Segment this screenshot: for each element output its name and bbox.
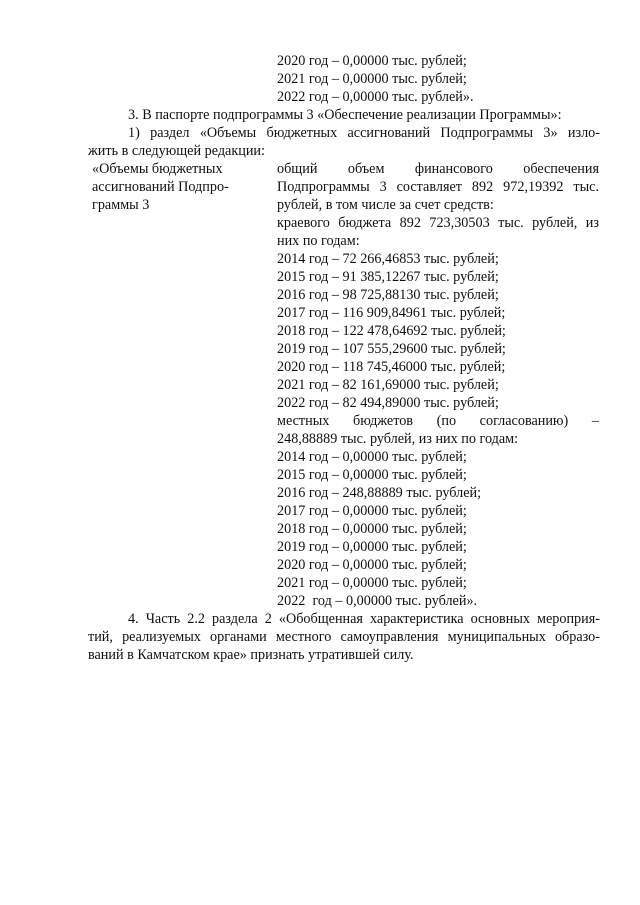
top-line: 2022 год – 0,00000 тыс. рублей». (277, 89, 474, 105)
table-right-cell-line: 2018 год – 0,00000 тыс. рублей; (277, 521, 467, 537)
table-right-cell-line: 2022 год – 0,00000 тыс. рублей». (277, 593, 478, 609)
table-right-cell-line: рублей, в том числе за счет средств: (277, 197, 494, 213)
table-right-cell-line: 2014 год – 72 266,46853 тыс. рублей; (277, 251, 499, 267)
table-right-cell-line: 2020 год – 0,00000 тыс. рублей; (277, 557, 467, 573)
table-left-cell-line: граммы 3 (92, 197, 150, 213)
top-line: 2020 год – 0,00000 тыс. рублей; (277, 53, 467, 69)
paragraph-3-1-cont: жить в следующей редакции: (88, 143, 265, 159)
table-right-cell-line: местных бюджетов (по согласованию) – (277, 413, 599, 429)
table-right-cell-line: Подпрограммы 3 составляет 892 972,19392 тыс. (277, 179, 599, 195)
table-right-cell-line: 2016 год – 248,88889 тыс. рублей; (277, 485, 482, 501)
table-right-cell-line: краевого бюджета 892 723,30503 тыс. рублей, из (277, 215, 599, 231)
table-left-cell-line: «Объемы бюджетных (92, 161, 223, 177)
table-right-cell-line: 2018 год – 122 478,64692 тыс. рублей; (277, 323, 506, 339)
paragraph-4: 4. Часть 2.2 раздела 2 «Обобщенная характеристика основных мероприя- (128, 611, 600, 627)
top-line: 2021 год – 0,00000 тыс. рублей; (277, 71, 467, 87)
table-right-cell-line: 2020 год – 118 745,46000 тыс. рублей; (277, 359, 506, 375)
paragraph-4-line: ваний в Камчатском крае» признать утратившей силу. (88, 647, 414, 663)
table-right-cell-line: 2016 год – 98 725,88130 тыс. рублей; (277, 287, 499, 303)
table-right-cell-line: 2021 год – 0,00000 тыс. рублей; (277, 575, 467, 591)
table-right-cell-line: 2015 год – 0,00000 тыс. рублей; (277, 467, 467, 483)
paragraph-3: 3. В паспорте подпрограммы 3 «Обеспечение реализации Программы»: (128, 107, 562, 123)
table-right-cell-line: 2014 год – 0,00000 тыс. рублей; (277, 449, 467, 465)
table-right-cell-line: 2017 год – 0,00000 тыс. рублей; (277, 503, 467, 519)
table-right-cell-line: 2022 год – 82 494,89000 тыс. рублей; (277, 395, 499, 411)
table-right-cell-line: 248,88889 тыс. рублей, из них по годам: (277, 431, 519, 447)
table-right-cell-line: 2019 год – 107 555,29600 тыс. рублей; (277, 341, 506, 357)
table-left-cell-line: ассигнований Подпро- (92, 179, 229, 195)
table-right-cell-line: общий объем финансового обеспечения (277, 161, 599, 177)
table-right-cell-line: них по годам: (277, 233, 360, 249)
table-right-cell-line: 2017 год – 116 909,84961 тыс. рублей; (277, 305, 506, 321)
paragraph-3-1: 1) раздел «Объемы бюджетных ассигнований Подпрограммы 3» изло- (128, 125, 600, 141)
table-right-cell-line: 2015 год – 91 385,12267 тыс. рублей; (277, 269, 499, 285)
table-right-cell-line: 2021 год – 82 161,69000 тыс. рублей; (277, 377, 499, 393)
paragraph-4-line: тий, реализуемых органами местного самоуправления муниципальных образо- (88, 629, 600, 645)
table-right-cell-line: 2019 год – 0,00000 тыс. рублей; (277, 539, 467, 555)
